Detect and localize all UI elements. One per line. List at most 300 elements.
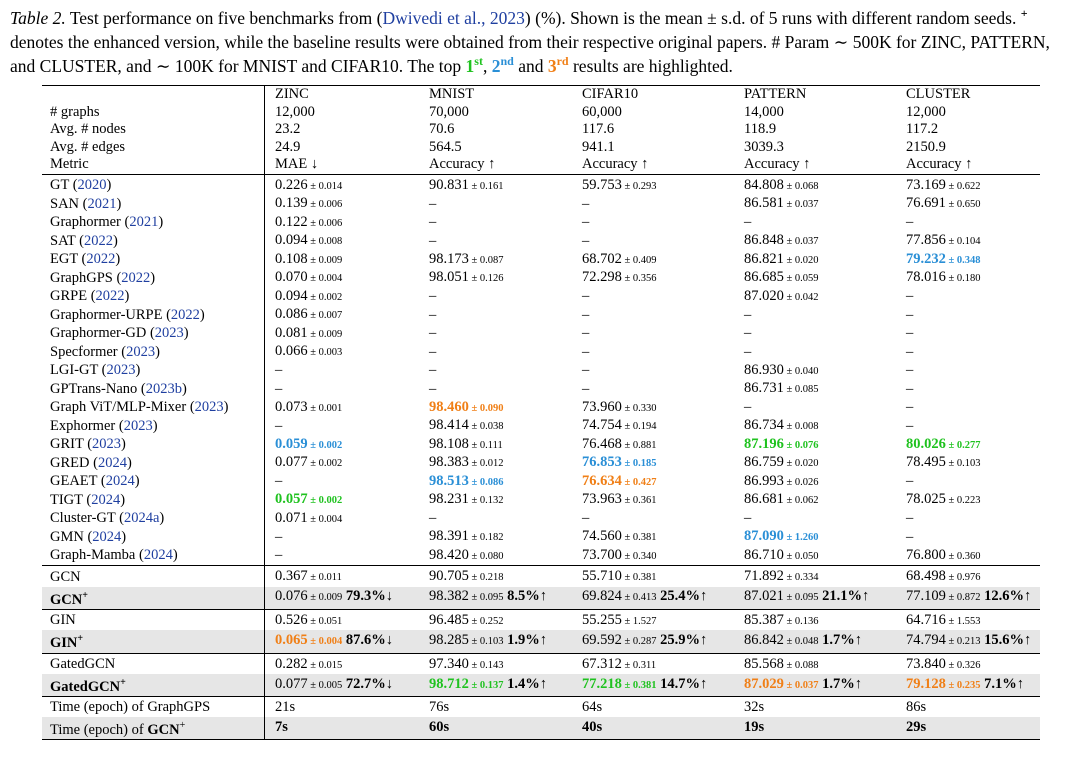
std-value: ± 0.008 [307, 236, 343, 247]
cell-value [429, 344, 436, 360]
cell-value [275, 529, 282, 545]
cell-value [275, 473, 282, 489]
mean-value: – [744, 399, 752, 415]
table-cell [904, 174, 1040, 195]
model-name [42, 417, 265, 436]
model-label: ) [172, 547, 178, 563]
table-cell [580, 609, 742, 630]
std-value: ± 0.976 [945, 572, 981, 583]
cell-value [582, 399, 657, 415]
std-value: ± 0.213 [945, 636, 981, 648]
table-cell [742, 306, 904, 325]
table-cell [427, 674, 580, 697]
mean-value: 78.025 [906, 491, 946, 507]
model-label: ) [181, 380, 187, 397]
std-value: ± 0.009 [307, 592, 343, 604]
improvement-value: 8.5%↑ [503, 588, 548, 605]
cell-value [429, 436, 503, 452]
stat-cell: MAE ↓ [265, 156, 428, 174]
mean-value: 98.712 [429, 676, 469, 693]
table-cell [580, 491, 742, 510]
cell-value [744, 214, 751, 230]
std-value: ± 1.260 [783, 532, 819, 543]
caption-plus: + [1020, 6, 1028, 21]
cell-value [906, 344, 913, 360]
model-citation: 2022 [121, 269, 151, 286]
caption-first: 1st [465, 54, 483, 76]
mean-value: 86.710 [744, 546, 784, 563]
mean-value: 73.169 [906, 176, 946, 193]
cell-value [429, 612, 504, 628]
cell-value [275, 269, 342, 285]
cell-value [744, 344, 751, 360]
cell-value [906, 568, 981, 584]
table-cell [265, 306, 428, 325]
mean-value: 0.122 [275, 213, 308, 230]
cell-value [582, 214, 589, 230]
std-value: ± 0.008 [783, 421, 819, 432]
model-citation: 2024 [92, 528, 122, 545]
table-row [42, 232, 1040, 251]
mean-value: 55.255 [582, 611, 622, 628]
cell-value [582, 344, 589, 360]
std-value: ± 0.086 [468, 476, 504, 488]
table-cell [742, 343, 904, 362]
mean-value: 85.568 [744, 655, 784, 672]
model-citation: 2021 [129, 214, 159, 230]
table-cell [580, 653, 742, 674]
model-label: GRPE ( [50, 288, 96, 304]
table-cell [265, 491, 428, 510]
mean-value: 0.367 [275, 568, 308, 584]
model-label: GMN ( [50, 528, 93, 545]
model-citation: 2023 [92, 436, 122, 452]
model-name [42, 380, 265, 399]
cell-value [582, 436, 657, 452]
std-value: ± 0.014 [307, 180, 343, 192]
table-cell [580, 436, 742, 455]
cell-value [906, 232, 981, 248]
table-row [42, 86, 1040, 104]
table-cell [580, 674, 742, 697]
stat-cell: 564.5 [429, 138, 462, 155]
mean-value: 78.495 [906, 454, 946, 470]
mean-value: 84.808 [744, 176, 784, 193]
table-cell [580, 306, 742, 325]
table-cell [265, 251, 428, 270]
mean-value: 0.057 [275, 491, 308, 507]
cell-value [275, 491, 342, 507]
std-value: ± 0.381 [621, 532, 657, 543]
table-cell [580, 380, 742, 399]
model-name [42, 214, 265, 233]
cell-value [429, 656, 504, 672]
model-label: TIGT ( [50, 491, 92, 508]
mean-value: 76.853 [582, 454, 622, 470]
cell-value [744, 632, 819, 648]
table-cell [580, 362, 742, 381]
cell-value [744, 528, 819, 544]
cell-value [744, 307, 751, 323]
table-cell [904, 473, 1040, 492]
mean-value: – [275, 528, 283, 545]
table-cell [580, 174, 742, 195]
time-value: 29s [904, 717, 1040, 740]
model-citation: 2022 [170, 306, 200, 323]
model-name: GIN [42, 609, 265, 630]
cell-value [582, 676, 657, 692]
cell-value [582, 588, 657, 604]
model-label: ) [150, 269, 156, 286]
cell-value [906, 325, 913, 341]
std-value: ± 0.011 [307, 572, 342, 583]
mean-value: 98.420 [429, 546, 469, 563]
plus-marker: + [120, 677, 126, 689]
mean-value: – [744, 510, 752, 526]
mean-value: 0.065 [275, 632, 308, 649]
cell-value [744, 491, 819, 507]
mean-value: 0.077 [275, 676, 308, 693]
improvement-value: 7.1%↑ [980, 676, 1025, 693]
results-table [42, 85, 1040, 740]
model-label: GEAET ( [50, 473, 106, 489]
table-row [42, 325, 1040, 344]
cell-value [429, 233, 436, 249]
table-cell [427, 380, 580, 399]
plus-marker: + [179, 719, 186, 731]
cell-value [275, 418, 282, 434]
table-cell [580, 399, 742, 418]
table-cell [742, 325, 904, 344]
table-cell [742, 630, 904, 653]
model-citation: 2024a [123, 510, 160, 526]
caption-text: Test performance on five benchmarks from ( [65, 8, 383, 28]
mean-value: 86.821 [744, 250, 784, 267]
table-cell [742, 473, 904, 492]
std-value: ± 0.293 [621, 180, 657, 192]
cell-value [275, 214, 342, 230]
mean-value: 77.218 [582, 676, 622, 693]
table-cell [427, 436, 580, 455]
mean-value: 0.070 [275, 269, 308, 285]
mean-value: 68.702 [582, 250, 622, 267]
mean-value: – [582, 325, 590, 341]
cell-value [582, 233, 589, 249]
model-name: GatedGCN [42, 653, 265, 674]
table-cell [904, 630, 1040, 653]
table-cell [904, 547, 1040, 566]
cell-value [582, 656, 656, 672]
model-name [42, 510, 265, 529]
table-cell [265, 232, 428, 251]
table-cell [904, 528, 1040, 547]
model-label: GCN [50, 591, 83, 608]
mean-value: – [429, 325, 437, 341]
table-cell [427, 491, 580, 510]
time-label-bold: GCN [147, 721, 180, 738]
cell-value [275, 612, 342, 628]
stat-cell: 24.9 [265, 139, 428, 157]
model-name [42, 306, 265, 325]
table-cell [427, 232, 580, 251]
mean-value: 0.526 [275, 611, 308, 628]
cell-value [906, 612, 981, 628]
model-citation: 2023b [145, 380, 182, 397]
mean-value: 76.800 [906, 546, 946, 563]
table-row [42, 399, 1040, 418]
table-cell [904, 674, 1040, 697]
cell-value [906, 473, 913, 489]
mean-value: 98.391 [429, 528, 469, 544]
mean-value: 0.066 [275, 343, 308, 359]
mean-value: – [906, 380, 914, 397]
model-label: ) [121, 436, 126, 452]
mean-value: 0.059 [275, 435, 308, 452]
plus-marker: + [82, 589, 88, 601]
cell-value [275, 436, 342, 452]
mean-value: 0.081 [275, 324, 308, 341]
stat-cell: 118.9 [744, 121, 777, 137]
cell-value [429, 399, 504, 415]
cell-value [906, 269, 981, 285]
improvement-value: 87.6%↓ [342, 632, 394, 649]
std-value: ± 0.356 [621, 273, 657, 284]
mean-value: – [275, 473, 283, 489]
caption-citation[interactable]: Dwivedi et al., 2023 [382, 8, 525, 28]
model-name [42, 362, 265, 381]
cell-value [429, 588, 504, 604]
mean-value: 64.716 [906, 611, 946, 628]
cell-value [582, 362, 589, 378]
std-value: ± 0.326 [945, 659, 981, 671]
table-cell [265, 417, 428, 436]
table-cell [904, 399, 1040, 418]
model-citation: 2024 [105, 473, 135, 489]
table-cell [742, 547, 904, 566]
cell-value [744, 325, 751, 341]
std-value: ± 0.002 [307, 291, 343, 303]
model-name [42, 436, 265, 455]
table-row [42, 547, 1040, 566]
mean-value: 77.856 [906, 232, 946, 248]
model-label: SAT ( [50, 232, 84, 249]
table-cell [580, 510, 742, 529]
table-row [42, 362, 1040, 381]
mean-value: – [429, 343, 437, 360]
mean-value: 0.282 [275, 655, 308, 672]
table-cell [742, 674, 904, 697]
cell-value [906, 632, 981, 648]
cell-value [906, 214, 913, 230]
cell-value [744, 568, 819, 584]
time-value: 32s [742, 697, 904, 717]
table-cell [265, 566, 428, 587]
mean-value: 73.700 [582, 546, 622, 563]
table-cell [742, 214, 904, 233]
mean-value: – [429, 362, 437, 378]
model-name [42, 491, 265, 510]
cell-value [429, 177, 504, 193]
improvement-value: 1.7%↑ [818, 632, 863, 649]
model-label: ) [126, 454, 132, 471]
std-value: ± 0.143 [468, 659, 504, 671]
table-cell [580, 473, 742, 492]
std-value: ± 0.360 [945, 550, 981, 562]
cell-value [906, 491, 981, 507]
std-value: ± 0.088 [783, 659, 819, 671]
mean-value: 74.754 [582, 417, 622, 433]
mean-value: 86.734 [744, 417, 784, 433]
column-header: CLUSTER [904, 86, 1040, 104]
caption-text: denotes the enhanced version, while the baseline results were obtained from their respective original papers. # Param ∼ 500K for ZINC, PATTERN, and CLUSTER, and ∼ 100K for MNIST and CIFAR10. The top [10, 32, 1050, 76]
table-row [42, 528, 1040, 547]
model-name [42, 454, 265, 473]
std-value: ± 0.132 [468, 495, 504, 506]
mean-value: – [906, 325, 914, 341]
table-cell [427, 214, 580, 233]
std-value: ± 0.334 [783, 572, 819, 583]
mean-value: 87.029 [744, 676, 784, 693]
model-label: GatedGCN [50, 678, 121, 695]
mean-value: – [744, 306, 752, 323]
std-value: ± 1.527 [621, 615, 657, 627]
improvement-value: 1.7%↑ [818, 676, 863, 693]
model-label: ) [155, 343, 160, 360]
cell-value [275, 325, 342, 341]
mean-value: – [582, 362, 590, 378]
mean-value: 0.139 [275, 195, 308, 211]
cell-value [744, 676, 819, 692]
cell-value [744, 399, 751, 415]
model-citation: 2022 [86, 251, 116, 267]
table-cell [904, 325, 1040, 344]
mean-value: 0.226 [275, 176, 308, 193]
mean-value: 96.485 [429, 611, 469, 628]
cell-value [744, 177, 819, 193]
caption-text: results are highlighted. [568, 56, 733, 76]
table-cell [265, 547, 428, 566]
std-value: ± 0.062 [783, 495, 819, 506]
table-cell [265, 214, 428, 233]
cell-value [906, 588, 981, 604]
mean-value: – [275, 547, 283, 563]
mean-value: 86.681 [744, 491, 784, 507]
table-row [42, 697, 1040, 717]
model-citation: 2024 [143, 547, 173, 563]
std-value: ± 0.348 [945, 254, 981, 266]
std-value: ± 0.003 [307, 347, 343, 358]
mean-value: 98.108 [429, 435, 469, 452]
std-value: ± 0.126 [468, 273, 504, 284]
improvement-value: 72.7%↓ [342, 676, 394, 693]
cell-value [275, 454, 342, 470]
table-cell [580, 288, 742, 307]
std-value: ± 0.002 [307, 439, 343, 451]
table-cell [427, 306, 580, 325]
std-value: ± 0.252 [468, 615, 504, 627]
std-value: ± 0.085 [783, 384, 819, 395]
model-label: Graph-Mamba ( [50, 547, 144, 563]
mean-value: 74.560 [582, 528, 622, 544]
table-cell [265, 674, 428, 697]
std-value: ± 0.136 [783, 615, 819, 627]
mean-value: 86.685 [744, 269, 784, 285]
table-cell [742, 653, 904, 674]
model-name [42, 473, 265, 492]
table-cell [580, 325, 742, 344]
cell-value [582, 251, 657, 267]
table-cell [580, 630, 742, 653]
cell-value [275, 195, 342, 211]
model-citation: 2020 [77, 177, 107, 193]
cell-value [429, 307, 436, 323]
mean-value: 69.592 [582, 632, 622, 649]
table-cell [265, 174, 428, 195]
model-label: ) [120, 491, 126, 508]
table-cell [265, 587, 428, 610]
table-row [42, 343, 1040, 362]
cell-value [429, 251, 504, 267]
cell-value [275, 588, 342, 604]
model-name [42, 399, 265, 418]
std-value: ± 0.009 [307, 328, 343, 340]
mean-value: 0.071 [275, 509, 308, 526]
cell-value [582, 196, 589, 212]
table-cell [427, 251, 580, 270]
table-cell [742, 609, 904, 630]
std-value: ± 0.006 [307, 199, 343, 210]
table-row [42, 174, 1040, 195]
cell-value [582, 632, 657, 648]
cell-value [744, 612, 819, 628]
model-citation: 2023 [154, 325, 184, 341]
mean-value: 77.109 [906, 588, 946, 605]
model-label: EGT ( [50, 251, 87, 267]
mean-value: – [906, 306, 914, 323]
mean-value: 55.710 [582, 568, 622, 584]
table-cell [265, 380, 428, 399]
cell-value [906, 177, 981, 193]
table-cell [742, 454, 904, 473]
std-value: ± 0.409 [621, 254, 657, 266]
time-value: 76s [427, 697, 580, 717]
model-label: Graphormer ( [50, 214, 130, 230]
time-value: 64s [580, 697, 742, 717]
table-cell [904, 436, 1040, 455]
std-value: ± 0.050 [783, 550, 819, 562]
model-label: Cluster-GT ( [50, 510, 124, 526]
cell-value [275, 676, 342, 692]
cell-value [582, 288, 589, 304]
column-header: ZINC [265, 86, 428, 104]
std-value: ± 0.004 [307, 513, 343, 525]
plus-marker: + [77, 633, 84, 645]
model-label: ) [115, 251, 121, 267]
model-label: ) [158, 214, 164, 230]
stat-cell: Avg. # edges [50, 138, 126, 155]
mean-value: 85.387 [744, 611, 784, 628]
table-cell [427, 399, 580, 418]
table-cell [742, 174, 904, 195]
table-cell [904, 609, 1040, 630]
cell-value [906, 529, 913, 545]
cell-value [275, 381, 282, 397]
table-row [42, 380, 1040, 399]
improvement-value: 14.7%↑ [656, 676, 708, 693]
mean-value: 86.930 [744, 361, 784, 378]
table-cell [265, 609, 428, 630]
model-label: ) [121, 528, 127, 545]
